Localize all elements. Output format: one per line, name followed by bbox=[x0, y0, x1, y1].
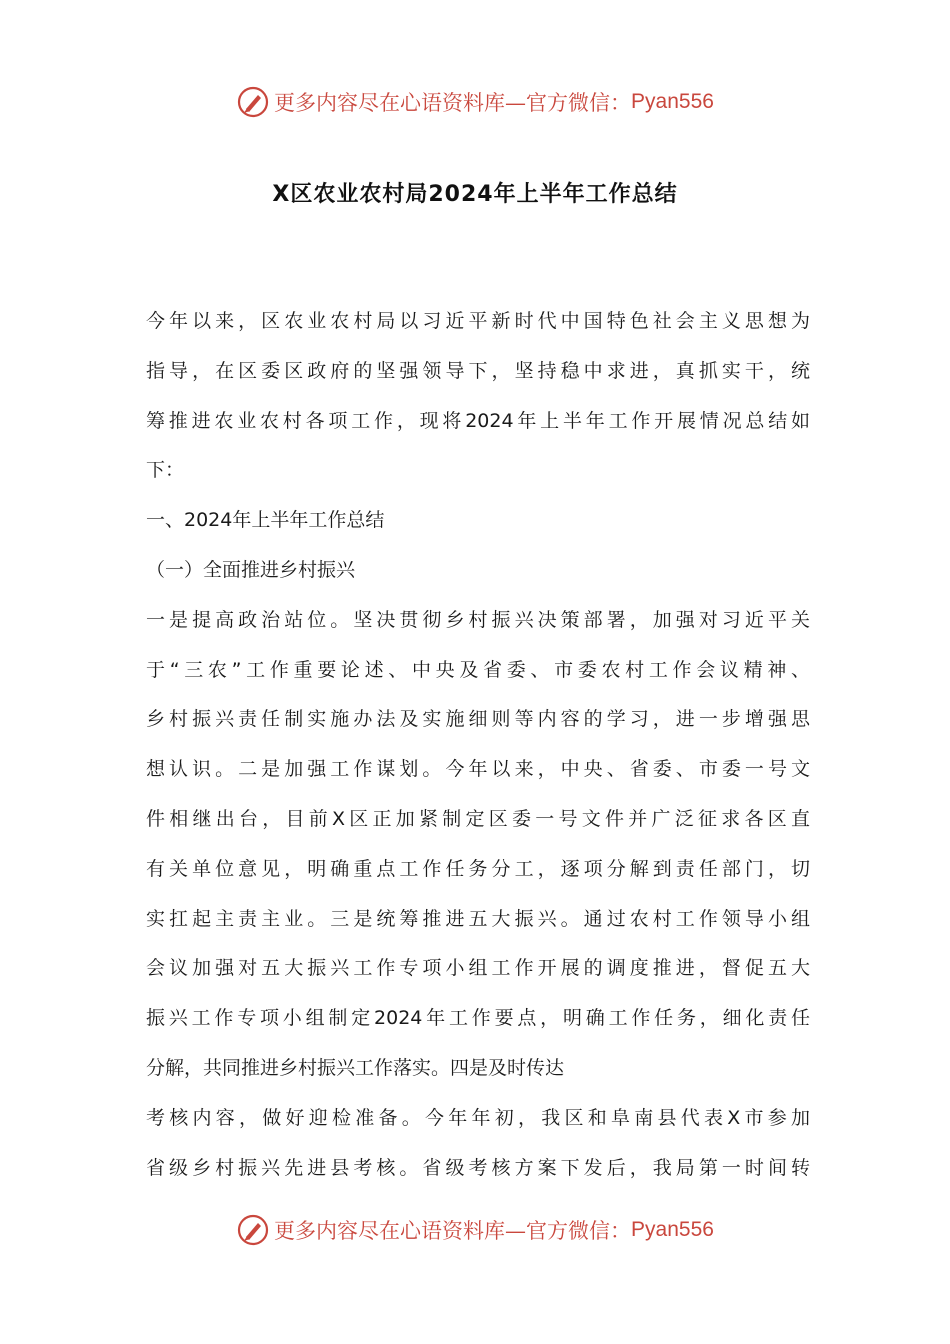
subsection-heading: （一）全面推进乡村振兴 bbox=[146, 558, 356, 581]
document-body bbox=[146, 297, 810, 1193]
text-line: 于“三农”工作重要论述、中央及省委、市委农村工作会议精神、 bbox=[146, 658, 810, 681]
text-line: 筹推进农业农村各项工作，现将2024年上半年工作开展情况总结如 bbox=[146, 409, 810, 432]
text-line: 想认识。二是加强工作谋划。今年以来，中央、省委、市委一号文 bbox=[146, 758, 810, 781]
text-line: 一是提高政治站位。坚决贯彻乡村振兴决策部署，加强对习近平关 bbox=[146, 608, 810, 631]
text-line: 有关单位意见，明确重点工作任务分工，逐项分解到责任部门，切 bbox=[146, 857, 810, 880]
text-line: 会议加强对五大振兴工作专项小组工作开展的调度推进，督促五大 bbox=[146, 957, 810, 980]
text-line: 下： bbox=[146, 459, 185, 482]
watermark-footer bbox=[0, 1210, 950, 1250]
text-line: 指导，在区委区政府的坚强领导下，坚持稳中求进，真抓实干，统 bbox=[146, 359, 810, 382]
section-heading: 一、2024年上半年工作总结 bbox=[146, 509, 385, 532]
text-line: 实扛起主责主业。三是统筹推进五大振兴。通过农村工作领导小组 bbox=[146, 907, 810, 930]
watermark-wechat-id: Pyan556 bbox=[631, 90, 714, 113]
text-line: 件相继出台，目前X区正加紧制定区委一号文件并广泛征求各区直 bbox=[146, 807, 810, 830]
document-title: X区农业农村局2024年上半年工作总结 bbox=[272, 182, 678, 207]
text-line: 今年以来，区农业农村局以习近平新时代中国特色社会主义思想为 bbox=[146, 310, 810, 332]
text-line: 分解，共同推进乡村振兴工作落实。四是及时传达 bbox=[146, 1056, 565, 1079]
watermark-header bbox=[0, 82, 950, 122]
text-line: 考核内容，做好迎检准备。今年年初，我区和阜南县代表X市参加 bbox=[146, 1106, 810, 1129]
text-line: 乡村振兴责任制实施办法及实施细则等内容的学习，进一步增强思 bbox=[146, 708, 810, 731]
watermark-text: 更多内容尽在心语资料库—官方微信： bbox=[274, 1219, 632, 1243]
watermark-wechat-id: Pyan556 bbox=[631, 1218, 714, 1241]
text-line: 振兴工作专项小组制定2024年工作要点，明确工作任务，细化责任 bbox=[146, 1007, 810, 1030]
pen-logo-icon bbox=[236, 1213, 270, 1247]
watermark-text: 更多内容尽在心语资料库—官方微信： bbox=[274, 91, 632, 115]
text-line: 省级乡村振兴先进县考核。省级考核方案下发后，我局第一时间转 bbox=[146, 1156, 810, 1179]
pen-logo-icon bbox=[236, 85, 270, 119]
